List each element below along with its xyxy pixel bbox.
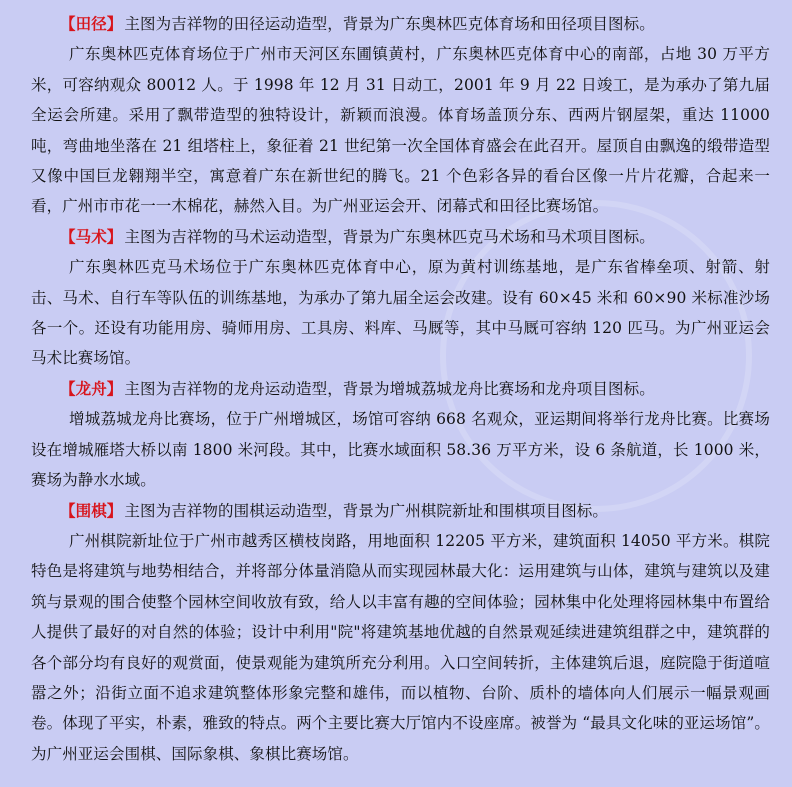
section-tag: 【龙舟】 xyxy=(60,378,123,398)
section-athletics xyxy=(31,9,770,222)
caption-text: 主图为吉祥物的围棋运动造型，背景为广州棋院新址和围棋项目图标。 xyxy=(124,501,609,520)
section-body: 广东奥林匹克马术场位于广东奥林匹克体育中心，原为黄村训练基地，是广东省棒垒项、射箭、射击、马术、自行车等队伍的训练基地，为承办了第九届全运会改建。设有 60×45 米和 60×90 米标准沙场各一个。还设有功能用房、骑师用房、工具房、料库、马厩等，其中马厩可容纳 120 匹马。为广州亚运会马术比赛场馆。 xyxy=(31,258,770,368)
section-body: 广州棋院新址位于广州市越秀区横枝岗路，用地面积 12205 平方米，建筑面积 14050 平方米。棋院特色是将建筑与地势相结合，并将部分体量消隐从而实现园林最大化：运用建筑与山体，建筑与建筑以及建筑与景观的围合使整个园林空间收放有致，给人以丰富有趣的空间体验；园林集中化处理将园林集中布置给人提供了最好的对自然的体验；设计中利用"院"将建筑基地优越的自然景观延续进建筑组群之中，建筑群的各个部分均有良好的观赏面，使景观能为建筑所充分利用。入口空间转折，主体建筑后退，庭院隐于街道喧嚣之外；沿街立面不追求建筑整体形象完整和雄伟，而以植物、台阶、质朴的墙体向人们展示一幅景观画卷。体现了平实，朴素，雅致的特点。两个主要比赛大厅馆内不设座席。被誉为 “最具文化味的亚运场馆”。为广州亚运会围棋、国际象棋、象棋比赛场馆。 xyxy=(31,531,770,763)
section-caption xyxy=(31,374,770,404)
section-dragon-boat xyxy=(31,374,770,496)
section-caption xyxy=(31,222,770,252)
section-body: 增城荔城龙舟比赛场，位于广州增城区，场馆可容纳 668 名观众，亚运期间将举行龙舟比赛。比赛场设在增城雁塔大桥以南 1800 米河段。其中，比赛水域面积 58.36 万平方米，设 6 条航道，长 1000 米，赛场为静水水域。 xyxy=(31,410,770,490)
caption-text: 主图为吉祥物的田径运动造型，背景为广东奥林匹克体育场和田径项目图标。 xyxy=(124,15,655,33)
section-caption xyxy=(31,496,770,526)
section-tag: 【马术】 xyxy=(60,226,123,246)
caption-text: 主图为吉祥物的龙舟运动造型，背景为增城荔城龙舟比赛场和龙舟项目图标。 xyxy=(124,379,655,398)
section-equestrian xyxy=(31,222,770,374)
section-body: 广东奥林匹克体育场位于广州市天河区东圃镇黄村，广东奥林匹克体育中心的南部，占地 30 万平方米，可容纳观众 80012 人。于 1998 年 12 月 31 日动工，2001 年 9 月 22 日竣工，是为承办了第九届全运会所建。采用了飘带造型的独特设计，新颖而浪漫。体育场盖顶分东、西两片钢屋架，重达 11000 吨，弯曲地坐落在 21 组塔柱上，象征着 21 世纪第一次全国体育盛会在此召开。屋顶自由飘逸的缎带造型又像中国巨龙翱翔半空，寓意着广东在新世纪的腾飞。21 个色彩各异的看台区像一片片花瓣，合起来一看，广州市市花一一木棉花，赫然入目。为广州亚运会开、闭幕式和田径比赛场馆。 xyxy=(31,45,770,216)
section-tag: 【围棋】 xyxy=(60,500,123,520)
caption-text: 主图为吉祥物的马术运动造型，背景为广东奥林匹克马术场和马术项目图标。 xyxy=(124,227,655,246)
section-tag: 【田径】 xyxy=(60,14,123,33)
section-go xyxy=(31,496,770,770)
section-caption xyxy=(31,9,770,39)
